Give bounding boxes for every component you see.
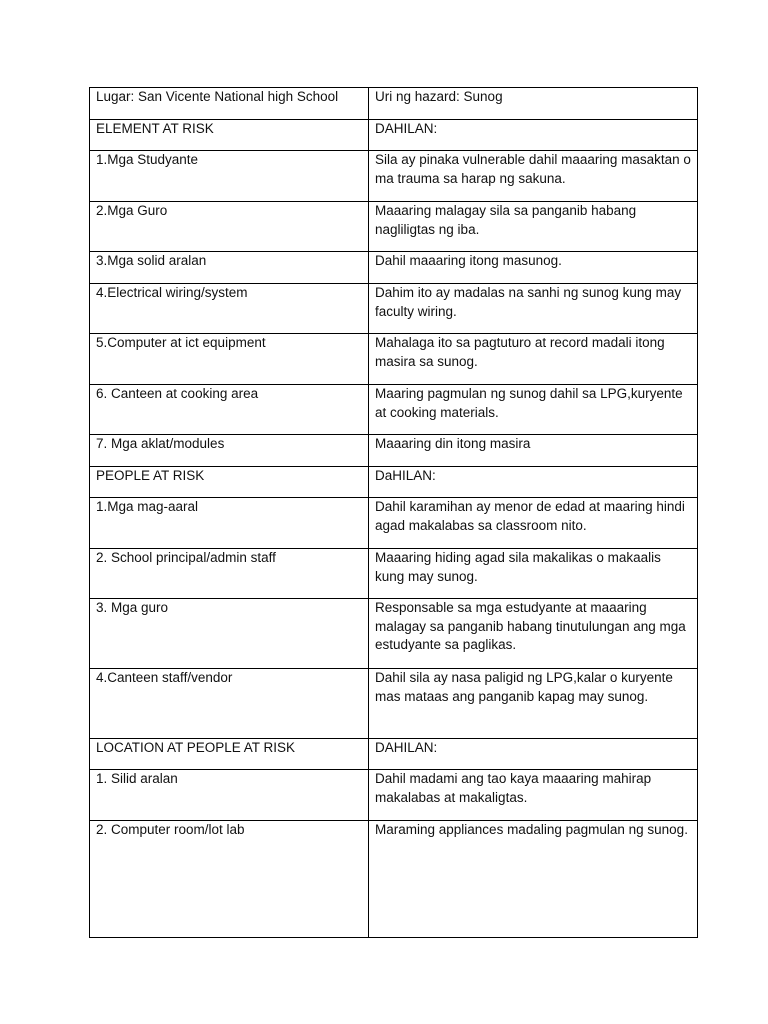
reason-text: Maraming appliances madaling pagmulan ng sunog. — [375, 822, 688, 837]
reason-cell — [369, 435, 698, 467]
table-row — [90, 252, 698, 284]
section-header-row — [90, 120, 698, 151]
reason-cell — [369, 599, 698, 669]
item-text: 3.Mga solid aralan — [96, 253, 207, 268]
reason-text: Dahim ito ay madalas na sanhi ng sunog kung may faculty wiring. — [375, 285, 682, 319]
item-text: 4.Electrical wiring/system — [96, 285, 248, 300]
section-header-cell — [90, 739, 369, 770]
item-cell — [90, 770, 369, 821]
reason-header-text: DAHILAN: — [375, 121, 438, 136]
item-cell — [90, 549, 369, 599]
hazard-type-cell — [369, 88, 698, 120]
table-row — [90, 498, 698, 549]
item-text: 2.Mga Guro — [96, 203, 168, 218]
section-header-cell — [90, 467, 369, 498]
item-cell — [90, 202, 369, 252]
item-text: 7. Mga aklat/modules — [96, 436, 225, 451]
reason-cell — [369, 498, 698, 549]
reason-cell — [369, 669, 698, 739]
reason-text: Dahil karamihan ay menor de edad at maaring hindi agad makalabas sa classroom nito. — [375, 499, 685, 533]
section-header-text: LOCATION AT PEOPLE AT RISK — [96, 740, 296, 755]
table-row — [90, 669, 698, 739]
table-row — [90, 385, 698, 435]
reason-text: Maaaring din itong masira — [375, 436, 531, 451]
reason-text: Responsable sa mga estudyante at maaaring malagay sa panganib habang tinutulungan ang mga estudyante sa paglikas. — [375, 600, 686, 652]
table-row — [90, 284, 698, 334]
table-row — [90, 334, 698, 385]
item-text: 3. Mga guro — [96, 600, 169, 615]
section-header-text: PEOPLE AT RISK — [96, 468, 205, 483]
item-cell — [90, 334, 369, 385]
reason-text: Mahalaga ito sa pagtuturo at record madali itong masira sa sunog. — [375, 335, 665, 369]
item-cell — [90, 151, 369, 202]
section-header-row — [90, 739, 698, 770]
reason-cell — [369, 549, 698, 599]
reason-header-cell — [369, 120, 698, 151]
reason-text: Maaaring malagay sila sa panganib habang nagliligtas ng iba. — [375, 203, 637, 237]
item-cell — [90, 821, 369, 938]
item-text: 2. School principal/admin staff — [96, 550, 276, 565]
section-header-cell — [90, 120, 369, 151]
table-row — [90, 435, 698, 467]
reason-cell — [369, 821, 698, 938]
item-cell — [90, 385, 369, 435]
table-row — [90, 151, 698, 202]
reason-text: Maaaring hiding agad sila makalikas o makaalis kung may sunog. — [375, 550, 661, 584]
item-cell — [90, 498, 369, 549]
location-text: Lugar: San Vicente National high School — [96, 89, 339, 104]
reason-cell — [369, 334, 698, 385]
item-text: 6. Canteen at cooking area — [96, 386, 259, 401]
reason-cell — [369, 151, 698, 202]
item-text: 5.Computer at ict equipment — [96, 335, 266, 350]
reason-text: Dahil madami ang tao kaya maaaring mahirap makalabas at makaligtas. — [375, 771, 652, 805]
item-text: 1.Mga Studyante — [96, 152, 199, 167]
reason-text: Sila ay pinaka vulnerable dahil maaaring masaktan o ma trauma sa harap ng sakuna. — [375, 152, 691, 186]
reason-text: Dahil maaaring itong masunog. — [375, 253, 562, 268]
reason-header-text: DaHILAN: — [375, 468, 436, 483]
table-row — [90, 770, 698, 821]
reason-cell — [369, 385, 698, 435]
table-row — [90, 549, 698, 599]
table-row-header-location — [90, 88, 698, 120]
item-text: 4.Canteen staff/vendor — [96, 670, 233, 685]
location-cell — [90, 88, 369, 120]
item-text: 1. Silid aralan — [96, 771, 178, 786]
reason-header-cell — [369, 467, 698, 498]
reason-cell — [369, 202, 698, 252]
section-header-text: ELEMENT AT RISK — [96, 121, 214, 136]
item-text: 1.Mga mag-aaral — [96, 499, 199, 514]
reason-cell — [369, 252, 698, 284]
table-row — [90, 202, 698, 252]
reason-header-cell — [369, 739, 698, 770]
reason-cell — [369, 770, 698, 821]
item-cell — [90, 669, 369, 739]
section-header-row — [90, 467, 698, 498]
item-cell — [90, 599, 369, 669]
hazard-risk-table — [89, 87, 698, 938]
table-row — [90, 821, 698, 938]
item-text: 2. Computer room/lot lab — [96, 822, 245, 837]
item-cell — [90, 435, 369, 467]
item-cell — [90, 252, 369, 284]
reason-text: Maaring pagmulan ng sunog dahil sa LPG,kuryente at cooking materials. — [375, 386, 683, 420]
hazard-type-text: Uri ng hazard: Sunog — [375, 89, 503, 104]
reason-header-text: DAHILAN: — [375, 740, 438, 755]
table-row — [90, 599, 698, 669]
item-cell — [90, 284, 369, 334]
reason-text: Dahil sila ay nasa paligid ng LPG,kalar o kuryente mas mataas ang panganib kapag may sunog. — [375, 670, 673, 704]
reason-cell — [369, 284, 698, 334]
